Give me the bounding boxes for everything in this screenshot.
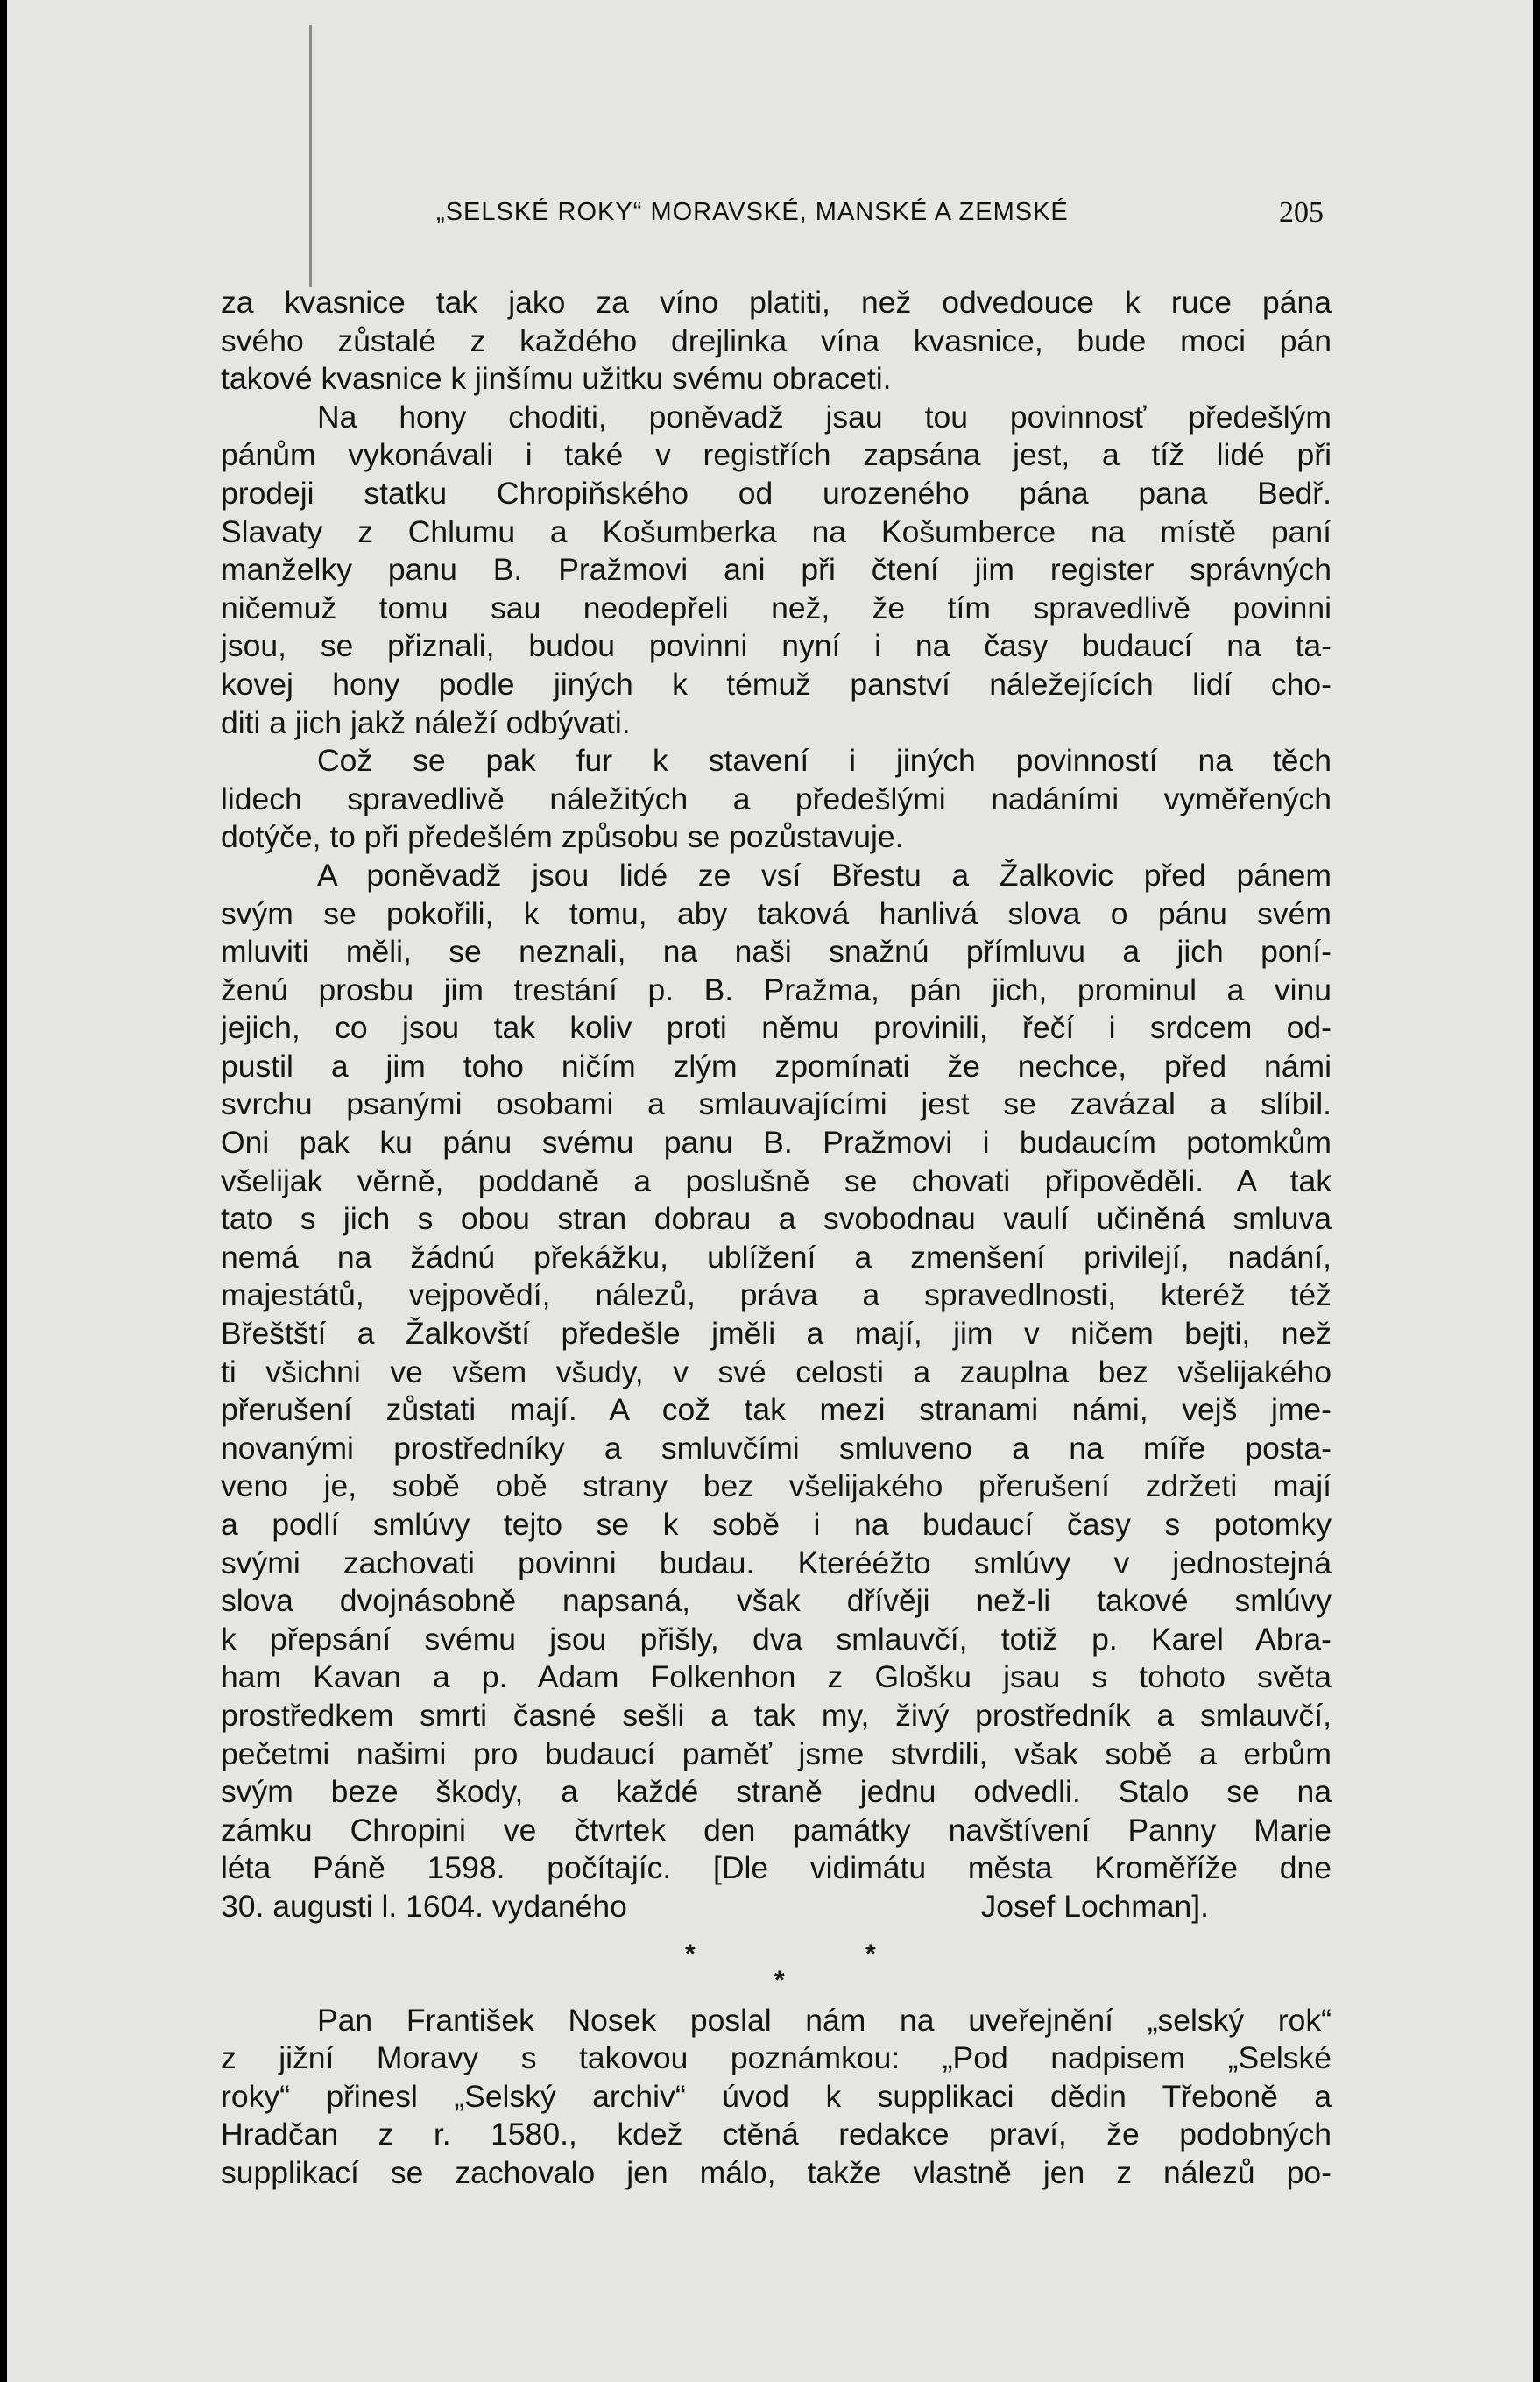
text-line: mluviti měli, se neznali, na naši snažnú přímluvu a jich poní- [221,934,1332,970]
text-line: svým beze škody, a každé straně jednu odvedli. Stalo se na [221,1774,1332,1810]
paragraph-start: Pan František Nosek poslal nám na uveřejnění „selský rok“ [317,2002,1332,2038]
text-line: jsou, se přiznali, budou povinni nyní i na časy budaucí na ta- [221,628,1332,664]
text-line: jejich, co jsou tak koliv proti němu provinili, řečí i srdcem od- [221,1010,1332,1046]
text-line: ham Kavan a p. Adam Folkenhon z Glošku jsau s tohoto světa [221,1659,1332,1695]
section-divider [221,1926,1332,2002]
text-line: všelijak věrně, poddaně a poslušně se chovati připověděli. A tak [221,1163,1332,1198]
text-line: nemá na žádnú překážku, ublížení a zmenšení privilejí, nadání, [221,1239,1332,1275]
text-line: takové kvasnice k jinšímu užitku svému obraceti. [221,361,892,397]
signature-author: Josef Lochman]. [980,1888,1209,1924]
text-line: Slavaty z Chlumu a Košumberka na Košumberce na místě paní [221,513,1332,549]
text-line: kovej hony podle jiných k témuž panství náležejících lidí cho- [221,666,1332,702]
text-line: léta Páně 1598. počítajíc. [Dle vidimátu města Kroměříže dne [221,1850,1332,1886]
vidimus-date: 30. augusti l. 1604. vydaného [221,1888,627,1924]
text-line: svým se pokořili, k tomu, aby taková hanlivá slova o pánu svém [221,895,1332,931]
text-line: z jižní Moravy s takovou poznámkou: „Pod nadpisem „Selské [221,2040,1332,2076]
text-line: ničemuž tomu sau neodepřeli než, že tím spravedlivě povinni [221,590,1332,626]
text-line: pečetmi našimi pro budaucí paměť jsme stvrdili, však sobě a erbům [221,1735,1332,1771]
text-line: prostředkem smrti časné sešli a tak my, živý prostředník a smlauvčí, [221,1697,1332,1733]
text-line: pánům vykonávali i také v registřích zapsána jest, a tíž lidé při [221,437,1332,473]
text-line: novanými prostředníky a smluvčími smluveno a na míře posta- [221,1430,1332,1466]
asterisk: * [774,1965,785,1995]
text-line: majestátů, vejpovědí, nálezů, práva a spravedlnosti, kteréž též [221,1277,1332,1313]
text-line: svrchu psanými osobami a smlauvajícími jest se zavázal a slíbil. [221,1086,1332,1122]
text-line: Hradčan z r. 1580., kdež ctěná redakce praví, že podobných [221,2117,1332,2152]
paragraph-start: A poněvadž jsou lidé ze vsí Břestu a Žalkovic před pánem [317,857,1332,893]
text-line: zámku Chropini ve čtvrtek den památky navštívení Panny Marie [221,1812,1332,1848]
text-line: veno je, sobě obě strany bez všelijakého přerušení zdržeti mají [221,1468,1332,1504]
text-line: a podlí smlúvy tejto se k sobě i na budaucí časy s potomky [221,1507,1332,1542]
text-line: ti všichni ve všem všudy, v své celosti a zauplna bez všelijakého [221,1354,1332,1389]
text-line: roky“ přinesl „Selský archiv“ úvod k supplikaci dědin Třeboně a [221,2078,1332,2114]
text-line: supplikací se zachovalo jen málo, takže vlastně jen z nálezů po- [221,2154,1332,2190]
text-line: dotýče, to při předešlém způsobu se pozůstavuje. [221,819,904,855]
text-line: svými zachovati povinni budau. Kterééžto smlúvy v jednostejná [221,1544,1332,1580]
text-line: ženú prosbu jim trestání p. B. Pražma, pán jich, prominul a vinu [221,972,1332,1007]
asterisk: * [865,1939,876,1969]
text-line: manželky panu B. Pražmovi ani při čtení jim register správných [221,552,1332,588]
text-line: Oni pak ku pánu svému panu B. Pražmovi i budaucím potomkům [221,1125,1332,1161]
text-line: k přepsání svému jsou přišly, dva smlauvčí, totiž p. Karel Abra- [221,1621,1332,1657]
text-line: prodeji statku Chropiňského od urozeného pána pana Bedř. [221,475,1332,511]
text-line: diti a jich jakž náleží odbývati. [221,704,631,740]
text-line: přerušení zůstati mají. A což tak mezi stranami námi, vejš jme- [221,1392,1332,1428]
text-line: slova dvojnásobně napsaná, však dřívěji než-li takové smlúvy [221,1583,1332,1619]
signature-line [221,1888,1332,1926]
margin-rule [309,25,312,287]
text-line: pustil a jim toho ničím zlým zpomínati že nechce, před námi [221,1048,1332,1084]
page-number: 205 [1279,196,1324,229]
text-line: lidech spravedlivě náležitých a předešlými nadáními vyměřených [221,781,1332,816]
text-line: svého zůstalé z každého drejlinka vína kvasnice, bude moci pán [221,322,1332,358]
body-text [221,284,1332,2193]
text-line: tato s jich s obou stran dobrau a svobodnau vaulí učiněná smluva [221,1201,1332,1237]
running-head: „SELSKÉ ROKY“ MORAVSKÉ, MANSKÉ A ZEMSKÉ [436,198,1069,226]
page-header [7,198,1533,242]
paragraph-start: Na hony choditi, poněvadž jsau tou povinnosť předešlým [317,399,1332,435]
paragraph-start: Což se pak fur k stavení i jiných povinností na těch [317,743,1332,779]
asterisk: * [685,1939,696,1969]
book-page [7,0,1533,2382]
text-line: za kvasnice tak jako za víno platiti, než odvedouce k ruce pána [221,285,1332,320]
text-line: Břeštští a Žalkovští předešle jměli a mají, jim v ničem bejti, než [221,1316,1332,1352]
